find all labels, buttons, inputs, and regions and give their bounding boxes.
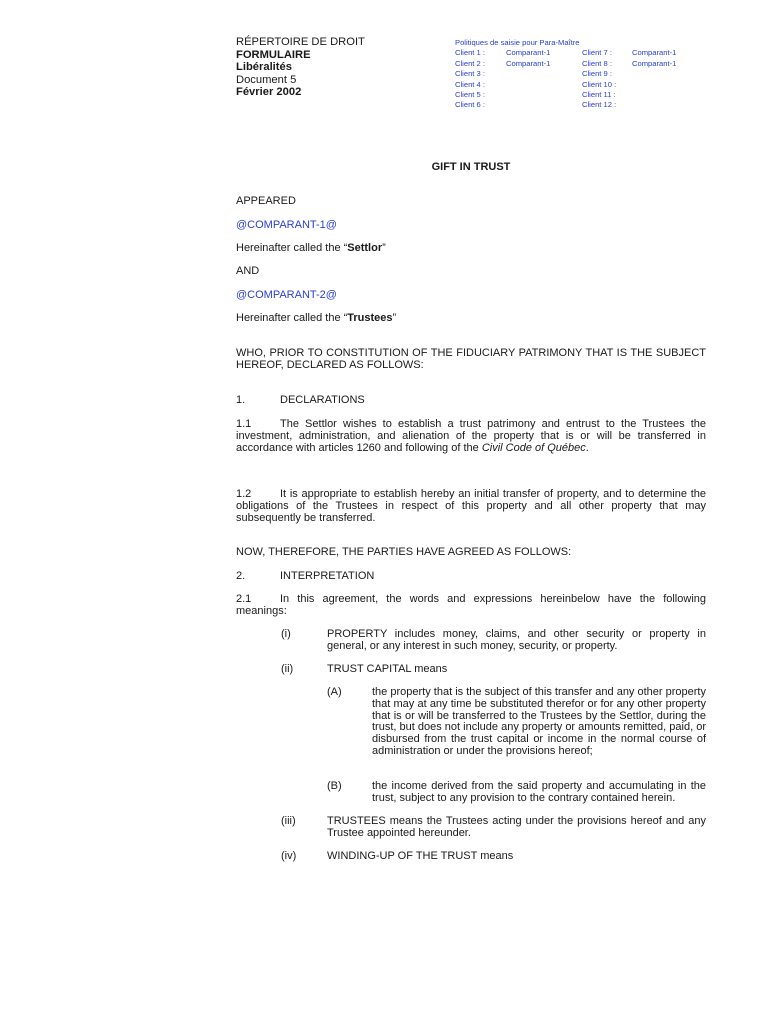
- paragraph-text: The Settlor wishes to establish a trust patrimony and entrust to the Trustees the investment, administration, and alienation of the property that is or will be transferred in accordance with articles 1260 and following of the: [236, 418, 706, 454]
- item-iii-text: TRUSTEES means the Trustees acting under the provisions hereof and any Trustee appointed hereunder.: [327, 815, 706, 839]
- paragraph-1-2: [236, 489, 706, 524]
- item-i-label: (i): [281, 628, 291, 640]
- client-label: Client 4 :: [455, 79, 485, 89]
- settlor-line: [236, 243, 706, 255]
- settlor-suffix: ”: [382, 242, 386, 254]
- client-label: Client 3 :: [455, 69, 485, 79]
- paragraph-1-1: [236, 419, 706, 454]
- comparant-2-field: @COMPARANT-2@: [236, 289, 337, 301]
- paragraph-text: In this agreement, the words and expressions hereinbelow have the following meanings:: [236, 593, 706, 617]
- client-label: Client 9 :: [582, 69, 612, 79]
- clients-col1: [455, 48, 485, 110]
- header-line-document: Document 5: [236, 73, 297, 86]
- client-label: Client 2 :: [455, 58, 485, 68]
- header-line-date: Février 2002: [236, 86, 302, 98]
- comparant-value: Comparant-1: [506, 58, 551, 68]
- now-therefore-line: NOW, THEREFORE, THE PARTIES HAVE AGREED AS FOLLOWS:: [236, 546, 572, 558]
- item-a-text: the property that is the subject of this transfer and any other property that may at any time be substituted therefor or for any other property that is or will be transferred to the Trustees by the Settlor, during the trust, but does not include any property or amounts remitted, paid, or disbursed from the trust capital or income in the normal course of administration or under the provisions hereof;: [372, 686, 706, 757]
- section-number: 2.: [236, 570, 246, 582]
- item-iv-label: (iv): [281, 850, 297, 862]
- settlor-term: Settlor: [347, 242, 383, 254]
- comparant-value: Comparant-1: [632, 58, 677, 68]
- settlor-prefix: Hereinafter called the “: [236, 242, 348, 254]
- item-b-text: the income derived from the said property and accumulating in the trust, subject to any provision to the contrary contained herein.: [372, 780, 706, 804]
- paragraph-end: .: [585, 441, 589, 454]
- paragraph-number: 1.2: [236, 488, 252, 500]
- paragraph-number: 2.1: [236, 593, 252, 605]
- preamble-paragraph: WHO, PRIOR TO CONSTITUTION OF THE FIDUCIARY PATRIMONY THAT IS THE SUBJECT HEREOF, DECLARED AS FOLLOWS:: [236, 347, 706, 371]
- document-title: GIFT IN TRUST: [431, 161, 511, 173]
- item-ii-label: (ii): [281, 663, 294, 675]
- paragraph-2-1: [236, 594, 706, 618]
- trustees-line: [236, 313, 706, 325]
- client-label: Client 12 :: [582, 100, 617, 110]
- comparants-col1: [506, 48, 550, 69]
- code-reference: Civil Code of Québec: [481, 441, 586, 454]
- comparants-col2: [632, 48, 676, 69]
- client-label: Client 7 :: [582, 48, 612, 58]
- header-line-repertoire: RÉPERTOIRE DE DROIT: [236, 36, 365, 48]
- comparant-1-field: @COMPARANT-1@: [236, 219, 337, 231]
- client-label: Client 11 :: [582, 89, 616, 99]
- client-label: Client 8 :: [582, 58, 612, 68]
- item-b-label: (B): [327, 780, 342, 792]
- header-line-formulaire: FORMULAIRE: [236, 48, 311, 61]
- document-header: [236, 36, 365, 99]
- policy-title: Politiques de saisie pour Para-Maître: [455, 38, 580, 47]
- paragraph-number: 1.1: [236, 418, 252, 430]
- item-iii-label: (iii): [281, 815, 296, 827]
- clients-col2: [582, 48, 616, 110]
- client-label: Client 10 :: [582, 79, 617, 89]
- and-label: AND: [236, 265, 260, 277]
- paragraph-text: It is appropriate to establish hereby an initial transfer of property, and to determine the obligations of the Trustees in respect of this property and all other property that may subsequently be transferred.: [236, 488, 706, 524]
- item-iv-text: WINDING-UP OF THE TRUST means: [327, 850, 514, 862]
- section-title: INTERPRETATION: [280, 570, 375, 582]
- comparant-value: Comparant-1: [506, 48, 551, 58]
- client-label: Client 5 :: [455, 89, 485, 99]
- section-2-heading: [236, 571, 706, 583]
- client-label: Client 1 :: [455, 48, 485, 58]
- appeared-label: APPEARED: [236, 195, 296, 207]
- header-line-liberalites: Libéralités: [236, 61, 292, 73]
- item-a-label: (A): [327, 686, 342, 698]
- section-number: 1.: [236, 394, 246, 406]
- trustees-prefix: Hereinafter called the “: [236, 312, 348, 324]
- trustees-suffix: ”: [392, 312, 397, 324]
- section-1-heading: [236, 395, 706, 407]
- item-i-text: PROPERTY includes money, claims, and other security or property in general, or any interest in such money, security, or property.: [327, 628, 706, 652]
- client-label: Client 6 :: [455, 100, 485, 110]
- trustees-term: Trustees: [347, 312, 393, 324]
- item-ii-text: TRUST CAPITAL means: [327, 663, 448, 675]
- comparant-value: Comparant-1: [632, 48, 677, 58]
- section-title: DECLARATIONS: [280, 394, 365, 406]
